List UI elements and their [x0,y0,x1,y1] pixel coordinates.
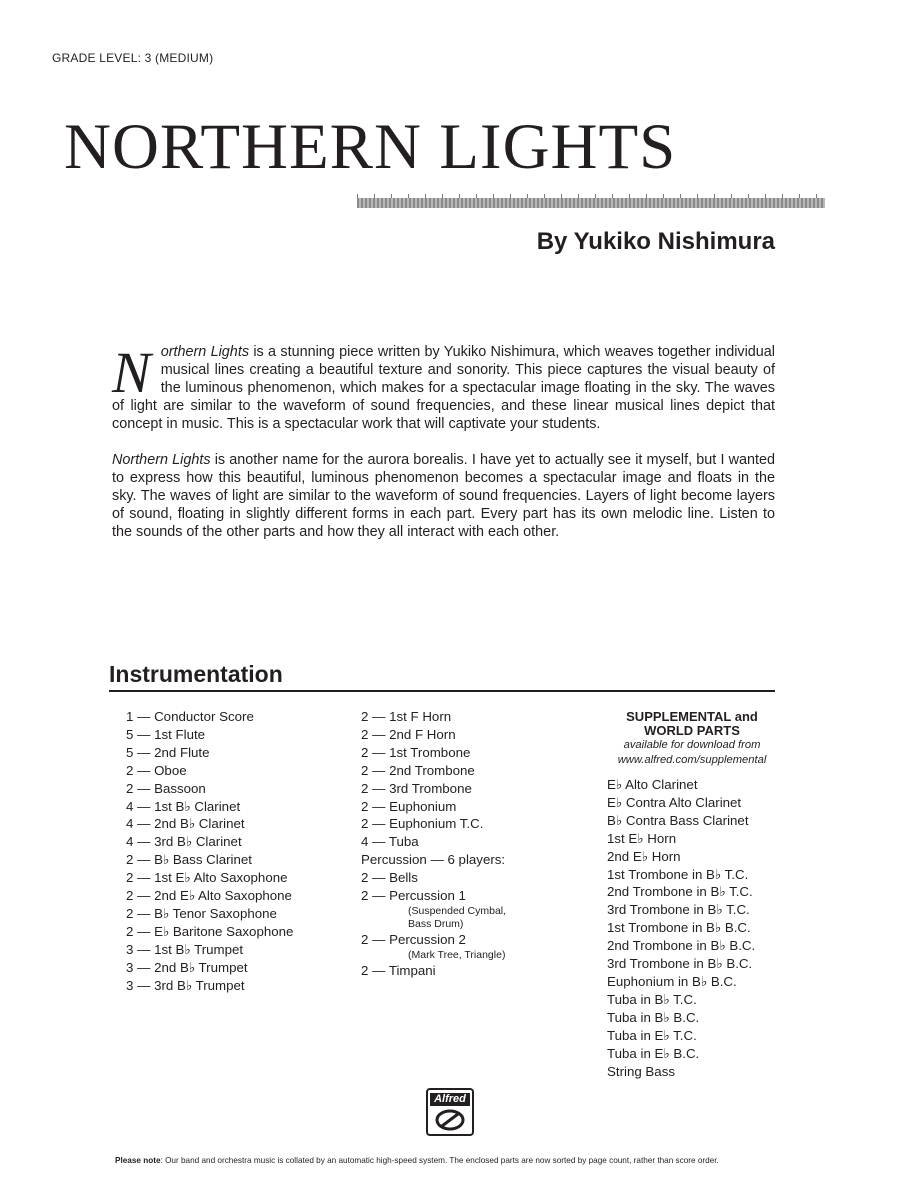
supplemental-part: Euphonium in B♭ B.C. [607,973,737,989]
supplemental-title-line-1: SUPPLEMENTAL and [626,709,758,724]
composer-byline: By Yukiko Nishimura [536,228,775,255]
supplemental-note-line-1: available for download from [623,739,761,751]
instrumentation-rule [109,690,775,692]
instrument-row: 3 — 2nd B♭ Trumpet [126,959,248,975]
instrument-row: 2 — E♭ Baritone Saxophone [126,923,294,939]
instrument-row: 2 — 1st Trombone [361,744,471,760]
instrument-row: 2 — Percussion 1 [361,888,466,904]
supplemental-part: 3rd Trombone in B♭ T.C. [607,902,750,918]
title-rule [357,198,825,208]
instrument-row: 5 — 2nd Flute [126,744,210,760]
instrument-row: 2 — Oboe [126,762,187,778]
alfred-logo-emblem-icon [434,1108,466,1132]
grade-level: GRADE LEVEL: 3 (MEDIUM) [52,51,214,65]
instrument-row: 3 — 3rd B♭ Trumpet [126,977,245,993]
instrumentation-column-1 [126,708,293,995]
supplemental-part: 3rd Trombone in B♭ B.C. [607,956,753,972]
instrument-row: 1 — Conductor Score [126,709,254,724]
supplemental-part: 1st Trombone in B♭ B.C. [607,920,751,936]
footer-note [115,1156,719,1165]
instrument-row: 4 — Tuba [361,834,419,850]
instrument-row: 2 — 2nd F Horn [361,726,456,742]
supplemental-part: Tuba in E♭ B.C. [607,1045,700,1061]
drop-cap: N [112,340,151,405]
instrument-row: 2 — 2nd Trombone [361,762,475,778]
instrument-row: 4 — 1st B♭ Clarinet [126,798,241,814]
supplemental-part: 2nd E♭ Horn [607,848,681,864]
instrumentation-column-2 [361,708,506,980]
instrument-row: 3 — 1st B♭ Trumpet [126,941,244,957]
notes-paragraph-2-text: is another name for the aurora borealis. I have yet to actually see it myself, but I wanted to express how this beautiful, luminous phenomenon becomes a spectacular image and floats in the sky. The waves of light are similar to the waveform of sound frequencies. Layers of light become layers of sound, floating in slightly different forms in each part. Every part has its own melodic line. Listen to the sounds of the other parts and how they all interact with each other. [112,452,776,540]
supplemental-part: 2nd Trombone in B♭ B.C. [607,938,756,954]
instrument-note: (Suspended Cymbal, [408,904,507,917]
program-notes [112,340,776,559]
supplemental-part: 1st E♭ Horn [607,830,677,846]
notes-paragraph-1 [112,340,775,433]
work-title-italic: orthern Lights [160,344,250,360]
percussion-heading: Percussion — 6 players: [361,852,506,868]
supplemental-part: E♭ Alto Clarinet [607,777,698,792]
instrument-row: 2 — Euphonium T.C. [361,816,484,832]
supplemental-part: E♭ Contra Alto Clarinet [607,794,742,810]
supplemental-part: Tuba in B♭ T.C. [607,991,697,1007]
supplemental-parts-list [607,776,755,1080]
notes-paragraph-1-text: is a stunning piece written by Yukiko Nishimura, which weaves together individual musical lines creating a beautiful texture and sonority. This piece captures the visual beauty of the luminous phenomenon, which makes for a spectacular image floating in the sky. The waves of light are similar to the waveform of sound frequencies, and these linear musical lines depict that concept in music. This is a spectacular work that will captivate your students. [112,344,775,432]
instrument-row: 2 — Euphonium [361,798,457,814]
instrumentation-heading: Instrumentation [109,661,283,687]
instrument-row: 2 — Bassoon [126,780,206,796]
instrument-row: 2 — B♭ Bass Clarinet [126,852,252,868]
instrument-row: 2 — 1st F Horn [361,709,452,724]
instrument-row: 4 — 3rd B♭ Clarinet [126,834,242,850]
supplemental-part: B♭ Contra Bass Clarinet [607,812,749,828]
instrument-row: 2 — Percussion 2 [361,931,466,947]
instrument-row: 2 — Bells [361,870,418,886]
supplemental-part: Tuba in E♭ T.C. [607,1027,697,1043]
alfred-logo [426,1088,474,1136]
instrument-row: 5 — 1st Flute [126,726,206,742]
instrument-row: 2 — 2nd E♭ Alto Saxophone [126,888,292,904]
page-title: NORTHERN LIGHTS [64,111,677,183]
instrument-row: 2 — Timpani [361,962,436,978]
supplemental-title-line-2: WORLD PARTS [644,723,740,738]
instrument-row: 2 — 1st E♭ Alto Saxophone [126,870,288,886]
instrument-row: 2 — B♭ Tenor Saxophone [126,905,277,921]
instrument-note: (Mark Tree, Triangle) [408,948,506,961]
footer-note-label: Please note [115,1156,161,1165]
instrument-note: Bass Drum) [408,917,464,930]
supplemental-part: 1st Trombone in B♭ T.C. [607,866,749,882]
supplemental-part: Tuba in B♭ B.C. [607,1009,700,1025]
instrument-row: 2 — 3rd Trombone [361,780,472,796]
work-title-italic: Northern Lights [112,452,211,468]
instrument-row: 4 — 2nd B♭ Clarinet [126,816,245,832]
supplemental-part: String Bass [607,1063,675,1079]
alfred-logo-word: Alfred [430,1093,470,1106]
supplemental-url: www.alfred.com/supplemental [617,754,767,766]
supplemental-heading [592,710,792,768]
notes-paragraph-2 [112,451,775,541]
footer-note-text: : Our band and orchestra music is collated by an automatic high-speed system. The enclosed parts are now sorted by page count, rather than score order. [160,1156,719,1165]
supplemental-part: 2nd Trombone in B♭ T.C. [607,884,753,900]
